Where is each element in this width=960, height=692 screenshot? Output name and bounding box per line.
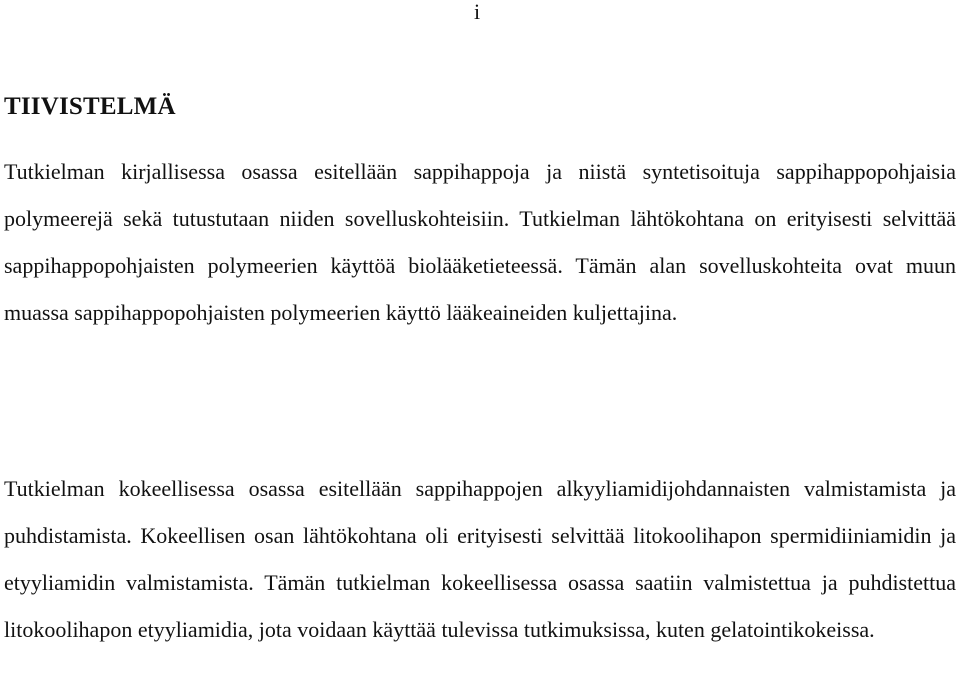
abstract-paragraph-1: Tutkielman kirjallisessa osassa esitellään sappihappoja ja niistä syntetisoituja sappihappopohjaisia polymeerejä sekä tutustutaan niiden sovelluskohteisiin. Tutkielman lähtökohtana on erityisesti selvittää sappihappopohjaisten polymeerien käyttöä biolääketieteessä. Tämän alan sovelluskohteita ovat muun muassa sappihappopohjaisten polymeerien käyttö lääkeaineiden kuljettajina. — [4, 159, 956, 325]
abstract-heading: TIIVISTELMÄ — [4, 93, 176, 120]
abstract-paragraph-2: Tutkielman kokeellisessa osassa esitellään sappihappojen alkyyliamidijohdannaisten valmistamista ja puhdistamista. Kokeellisen osan lähtökohtana oli erityisesti selvittää litokoolihapon spermidiiniamidin ja etyyliamidin valmistamista. Tämän tutkielman kokeellisessa osassa saatiin valmistettua ja puhdistettua litokoolihapon etyyliamidia, jota voidaan käyttää tulevissa tutkimuksissa, kuten gelatointikokeissa. — [4, 476, 956, 642]
page-number: i — [474, 0, 481, 24]
